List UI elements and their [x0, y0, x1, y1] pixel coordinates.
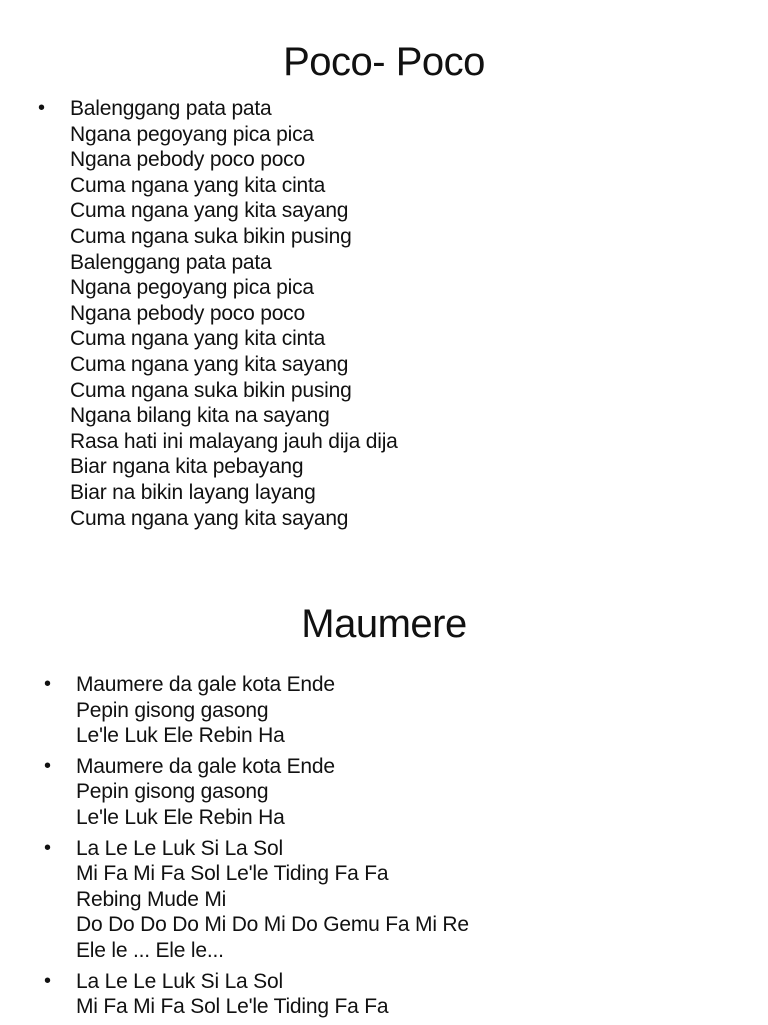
lyric-line: Pepin gisong gasong — [76, 698, 269, 722]
song-title-poco-poco: Poco- Poco — [283, 40, 485, 84]
lyric-line: Cuma ngana suka bikin pusing — [70, 224, 352, 248]
lyric-line: Balenggang pata pata — [70, 250, 272, 274]
lyrics-bullet — [44, 754, 469, 831]
lyrics-list-poco-poco — [38, 96, 398, 531]
lyric-line: Balenggang pata pata — [70, 97, 272, 120]
lyric-line: Ele le ... Ele le... — [76, 938, 224, 962]
lyric-line: Mi Fa Mi Fa Sol Le'le Tiding Fa Fa — [76, 995, 389, 1019]
lyric-line: Rasa hati ini malayang jauh dija dija — [70, 429, 398, 453]
lyrics-list-maumere — [44, 672, 469, 1025]
lyric-line: Biar ngana kita pebayang — [70, 455, 304, 479]
song-title-maumere: Maumere — [301, 602, 467, 646]
lyric-line: Cuma ngana yang kita cinta — [70, 173, 326, 197]
bullet-icon: • — [44, 754, 52, 777]
lyric-line: Cuma ngana yang kita sayang — [70, 199, 349, 223]
lyric-line: Le'le Luk Ele Rebin Ha — [76, 805, 285, 829]
lyric-line: Cuma ngana suka bikin pusing — [70, 378, 352, 402]
bullet-icon: • — [44, 836, 52, 859]
bullet-icon: • — [38, 97, 46, 119]
lyric-line: Biar na bikin layang layang — [70, 480, 316, 504]
lyric-line: Cuma ngana yang kita sayang — [70, 506, 349, 530]
lyric-line: La Le Le Luk Si La Sol — [76, 836, 283, 860]
lyric-line: Ngana pebody poco poco — [70, 148, 305, 172]
lyric-line: Rebing Mude Mi — [76, 887, 227, 911]
lyric-line: Pepin gisong gasong — [76, 780, 269, 804]
lyric-line: Do Do Do Do Mi Do Mi Do Gemu Fa Mi Re — [76, 913, 469, 937]
lyric-line: Cuma ngana yang kita sayang — [70, 352, 349, 376]
lyric-line: La Le Le Luk Si La Sol — [76, 969, 283, 993]
lyrics-bullet — [44, 836, 469, 964]
lyric-line: Ngana pegoyang pica pica — [70, 122, 314, 146]
lyric-line: Maumere da gale kota Ende — [76, 754, 335, 778]
lyrics-bullet — [38, 96, 398, 531]
lyric-line: Ngana pegoyang pica pica — [70, 276, 314, 300]
bullet-icon: • — [44, 969, 52, 992]
lyric-line: Maumere da gale kota Ende — [76, 673, 335, 696]
lyric-line: Cuma ngana yang kita cinta — [70, 327, 326, 351]
lyric-line: Mi Fa Mi Fa Sol Le'le Tiding Fa Fa — [76, 862, 389, 886]
lyric-line: Le'le Luk Ele Rebin Ha — [76, 724, 285, 748]
lyric-line: Ngana pebody poco poco — [70, 301, 305, 325]
lyrics-bullet — [44, 969, 469, 1020]
lyrics-bullet — [44, 672, 469, 749]
lyric-line: Ngana bilang kita na sayang — [70, 404, 330, 428]
bullet-icon: • — [44, 673, 52, 695]
